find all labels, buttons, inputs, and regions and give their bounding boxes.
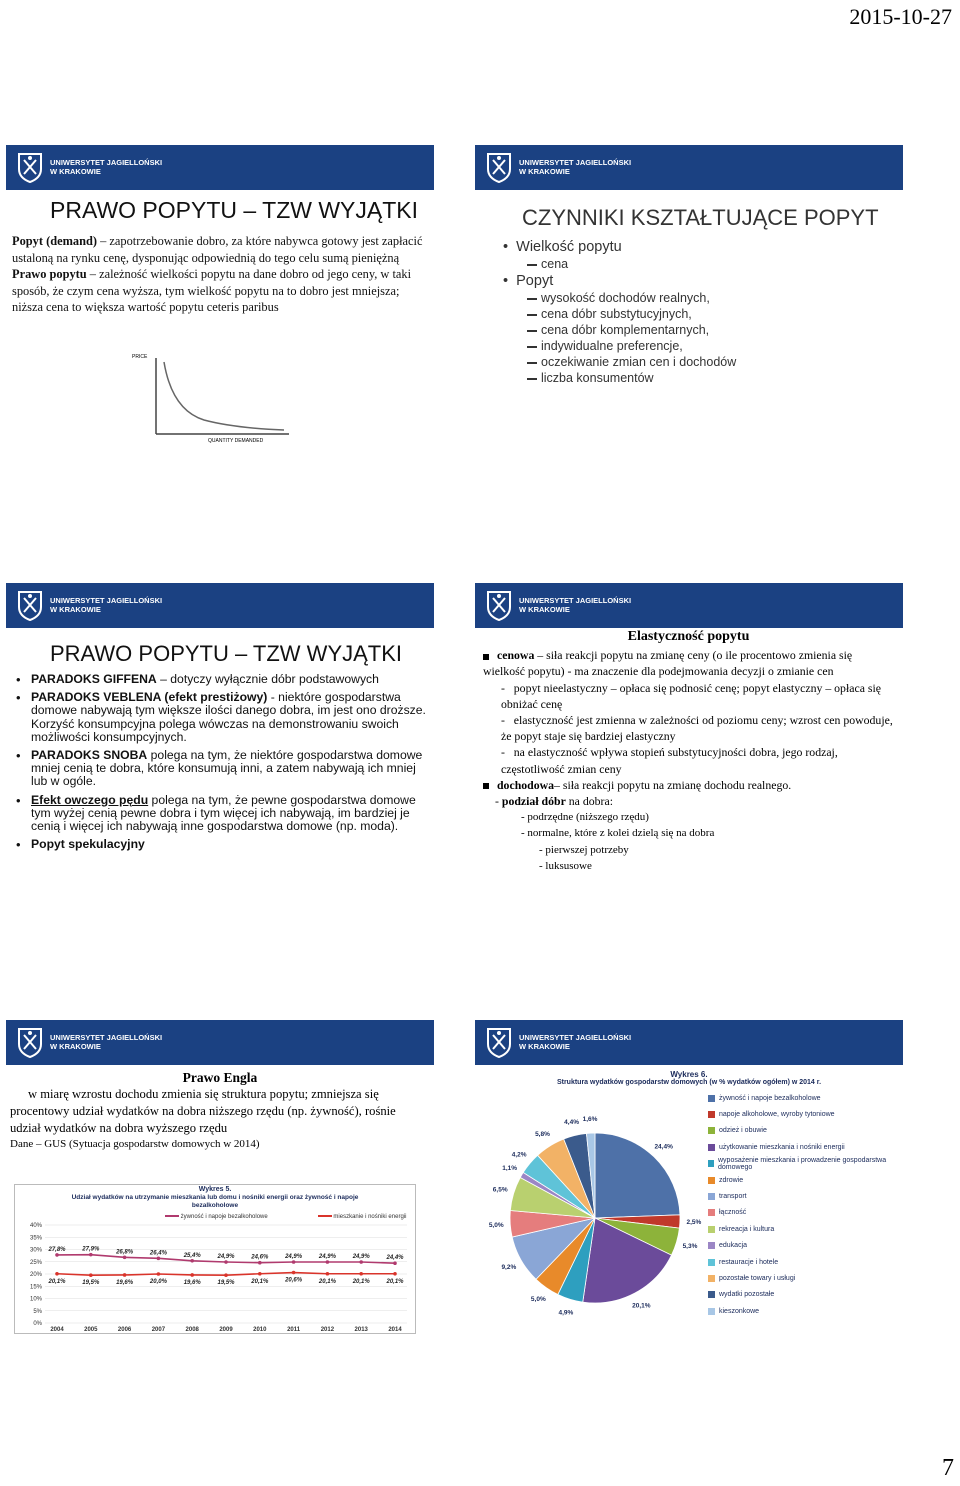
legend-swatch <box>708 1226 715 1233</box>
data-label: 20,1% <box>352 1278 370 1285</box>
subitem <box>527 257 736 271</box>
logo-line2: W KRAKOWIE <box>519 167 570 176</box>
text: – dotyczy wyłącznie dóbr podstawowych <box>156 672 379 686</box>
elasticity-price <box>481 647 896 679</box>
x-tick-label: 2006 <box>117 1327 132 1333</box>
item-label: Popyt <box>516 273 554 289</box>
legend-swatch <box>708 1111 715 1118</box>
goods-necessity: - pierwszej potrzeby <box>539 843 629 856</box>
data-label: 20,1% <box>318 1278 336 1285</box>
detail-text: popyt nieelastyczny – opłaca się podnosić cenę; popyt elastyczny – opłaca się obniżać cenę <box>501 680 881 711</box>
prawo-popytu-definition <box>12 266 428 316</box>
crest-icon <box>485 589 513 621</box>
x-tick-label: 2009 <box>219 1327 233 1333</box>
slide-header-bar <box>475 583 903 628</box>
legend-label: zdrowie <box>719 1176 744 1184</box>
logo-line1: UNIWERSYTET JAGIELLOŃSKI <box>519 158 632 167</box>
x-tick-label: 2004 <box>50 1327 64 1333</box>
slide-title: PRAWO POPYTU – TZW WYJĄTKI <box>50 641 403 666</box>
data-point <box>55 1272 59 1276</box>
elasticity-income <box>481 777 896 793</box>
exception-giffen <box>16 673 426 686</box>
term: PARADOKS GIFFENA <box>31 672 157 686</box>
y-tick-label: 30% <box>29 1247 42 1254</box>
slide-wykres-6 <box>475 1020 903 1338</box>
slide-title: CZYNNIKI KSZTAŁTUJĄCE POPYT <box>522 205 879 230</box>
slice-label: 2,5% <box>686 1219 702 1227</box>
x-tick-label: 2011 <box>287 1327 301 1333</box>
logo-line1: UNIWERSYTET JAGIELLOŃSKI <box>519 1033 632 1042</box>
data-point <box>326 1260 330 1264</box>
legend-item <box>708 1221 893 1237</box>
legend-item <box>708 1254 893 1270</box>
detail-1: - popyt nieelastyczny – opłaca się podnosić cenę; popyt elastyczny – opłaca się obniżać cenę <box>501 680 881 711</box>
line-chart <box>14 1184 416 1334</box>
popyt-definition <box>12 233 428 266</box>
legend-swatch <box>708 1209 715 1216</box>
data-point <box>123 1273 127 1277</box>
goods-division: - podział dóbr na dobra: <box>495 794 613 809</box>
legend-swatch <box>708 1291 715 1298</box>
chart-title: Wykres 6. <box>670 1070 708 1079</box>
university-logo <box>16 151 162 183</box>
data-point <box>292 1271 296 1275</box>
chart-subtitle: Udział wydatków na utrzymanie mieszkania lub domu i nośniki energii oraz żywność i napoje bezalkoholowe <box>71 1194 359 1209</box>
subitem <box>527 339 736 353</box>
slice-label: 20,1% <box>632 1302 651 1310</box>
legend-item <box>708 1287 893 1303</box>
crest-icon <box>16 589 44 621</box>
prawo-popytu-text: – zależność wielkości popytu na dane dobro od jego ceny, w taki sposób, że czym cena wyższa, tym wielkość popytu na to dobro jest mniejsza; niższa cena to większa wartość popytu ceteris paribus <box>12 267 412 314</box>
university-logo <box>485 1026 631 1058</box>
data-point <box>89 1253 93 1257</box>
text: – siła reakcji popytu na zmianę ceny (o ile procentowo zmienia się wielkość popytu) - ma znaczenie dla podejmowania decyzji o zmianie cen <box>483 648 853 679</box>
legend-swatch <box>708 1095 715 1102</box>
print-date: 2015-10-27 <box>849 4 952 29</box>
logo-line2: W KRAKOWIE <box>50 167 101 176</box>
y-tick-label: 0% <box>33 1321 42 1327</box>
crest-icon <box>485 151 513 183</box>
subitem <box>527 307 736 321</box>
slide-header-bar <box>6 1020 434 1065</box>
pie-chart <box>475 1088 705 1338</box>
goods-luxury: - luksusowe <box>539 859 592 872</box>
legend-item <box>708 1123 893 1139</box>
item-popyt: • Popyt <box>503 273 554 289</box>
data-label: 19,5% <box>82 1280 100 1287</box>
legend-swatch <box>708 1275 715 1282</box>
data-point <box>393 1261 397 1265</box>
data-point <box>258 1272 262 1276</box>
term: Popyt spekulacyjny <box>31 837 145 852</box>
y-tick-label: 5% <box>33 1308 42 1315</box>
data-label: 26,8% <box>116 1249 134 1256</box>
chart-subtitle: Struktura wydatków gospodarstw domowych (w % wydatków ogółem) w 2014 r. <box>556 1079 822 1086</box>
legend-swatch <box>708 1160 714 1167</box>
legend-label: napoje alkoholowe, wyroby tytoniowe <box>719 1111 835 1119</box>
data-source: Dane – GUS (Sytuacja gospodarstw domowych w 2014) <box>10 1138 260 1150</box>
logo-line1: UNIWERSYTET JAGIELLOŃSKI <box>519 596 632 605</box>
legend-label: rekreacja i kultura <box>719 1225 775 1233</box>
legend-label: żywność i napoje bezalkoholowe <box>180 1214 268 1220</box>
subitem-label: cena <box>541 257 569 271</box>
y-tick-label: 15% <box>29 1284 42 1291</box>
logo-line2: W KRAKOWIE <box>50 1042 101 1051</box>
data-point <box>326 1272 330 1276</box>
term: podział dóbr <box>501 794 566 809</box>
demand-curve-graph: PRICE QUANTITY DEMANDED DEMAND CURVE <box>124 350 294 445</box>
slice-label: 9,2% <box>501 1263 517 1271</box>
data-label: 27,9% <box>82 1246 100 1253</box>
crest-icon <box>16 1026 44 1058</box>
data-label: 26,4% <box>149 1250 167 1257</box>
legend-swatch <box>708 1127 715 1134</box>
legend-label: edukacja <box>719 1242 748 1250</box>
legend-swatch <box>708 1193 715 1200</box>
logo-line2: W KRAKOWIE <box>50 605 101 614</box>
legend-item <box>708 1172 893 1188</box>
data-point <box>393 1272 397 1276</box>
chart-title: Wykres 5. <box>198 1186 232 1193</box>
university-logo <box>485 151 631 183</box>
legend-item <box>708 1303 893 1319</box>
data-label: 20,1% <box>48 1278 66 1285</box>
legend-label: wyposażenie mieszkania i prowadzenie gospodarstwa domowego <box>718 1156 887 1171</box>
detail-2: - elastyczność jest zmienna w zależności od poziomu ceny; wzrost cen powoduje, że popyt staje się bardziej elastyczny <box>501 713 893 744</box>
x-tick-label: 2012 <box>320 1327 335 1333</box>
legend-item <box>708 1139 893 1155</box>
data-label: 20,1% <box>251 1278 269 1285</box>
slice-label: 6,5% <box>492 1186 508 1194</box>
data-point <box>292 1260 296 1264</box>
data-point <box>123 1256 127 1260</box>
pie-legend <box>708 1090 893 1319</box>
term: PARADOKS SNOBA <box>31 748 148 763</box>
slice-label: 5,0% <box>488 1221 504 1229</box>
data-point <box>157 1257 161 1261</box>
data-point <box>157 1272 161 1276</box>
graph-xlabel: QUANTITY DEMANDED <box>208 438 264 444</box>
data-point <box>224 1260 228 1264</box>
legend-item <box>708 1188 893 1204</box>
data-point <box>224 1273 228 1277</box>
data-label: 19,6% <box>183 1279 201 1286</box>
legend-item <box>708 1090 893 1106</box>
slide-header-bar <box>475 1020 903 1065</box>
data-label: 19,6% <box>116 1279 134 1286</box>
legend-item <box>708 1205 893 1221</box>
x-tick-label: 2010 <box>253 1327 267 1333</box>
x-tick-label: 2005 <box>84 1327 98 1333</box>
subitem <box>527 323 736 337</box>
data-point <box>258 1261 262 1265</box>
legend-swatch <box>708 1259 715 1266</box>
exceptions-list <box>16 673 426 856</box>
term-popyt: Popyt (demand) <box>12 234 98 248</box>
detail-3: - na elastyczność wpływa stopień substytucyjności dobra, jego rodzaj, częstotliwość zmian ceny <box>501 745 838 776</box>
legend-label: żywność i napoje bezalkoholowe <box>719 1094 821 1102</box>
slice-label: 5,0% <box>530 1296 546 1304</box>
slide-elastycznosc <box>475 583 903 883</box>
subitem-label: cena dóbr substytucyjnych, <box>541 307 692 321</box>
crest-icon <box>485 1026 513 1058</box>
logo-line1: UNIWERSYTET JAGIELLOŃSKI <box>50 158 163 167</box>
term-prawo-popytu: Prawo popytu <box>12 267 87 281</box>
data-point <box>89 1273 93 1277</box>
exception-speculative <box>16 838 426 851</box>
y-tick-label: 10% <box>29 1296 42 1303</box>
y-tick-label: 40% <box>29 1223 42 1229</box>
subitem <box>527 291 736 305</box>
slice-label: 1,1% <box>502 1164 518 1172</box>
term: cenowa <box>497 648 535 663</box>
legend-item <box>708 1106 893 1122</box>
text: - niektóre gospodarstwa domowe nabywają tym większe ilości danego dobra, im jest ono droższe. Korzyść konsumpcyjna polega wówczas na demonstrowaniu swoich możliwości konsumpcyjnych. <box>31 690 426 744</box>
page-number: 7 <box>942 1455 954 1481</box>
logo-line1: UNIWERSYTET JAGIELLOŃSKI <box>50 596 163 605</box>
slice-label: 1,6% <box>582 1116 598 1124</box>
exception-veblen <box>16 691 426 744</box>
term: PARADOKS VEBLENA (efekt prestiżowy) <box>31 690 268 705</box>
exception-bandwagon <box>16 794 426 834</box>
slice-label: 4,9% <box>558 1309 574 1317</box>
legend-swatch <box>708 1308 715 1315</box>
subitem <box>527 371 736 385</box>
slide-title: PRAWO POPYTU – TZW WYJĄTKI <box>50 197 419 223</box>
x-tick-label: 2008 <box>185 1327 199 1333</box>
text: – siła reakcji popytu na zmianę dochodu realnego. <box>554 777 792 792</box>
exception-snob <box>16 749 426 789</box>
data-label: 24,9% <box>285 1253 303 1260</box>
subitem-label: liczba konsumentów <box>541 371 654 385</box>
university-logo <box>16 589 162 621</box>
legend-swatch <box>708 1242 715 1249</box>
data-label: 24,9% <box>318 1253 336 1260</box>
subitem-label: indywidualne preferencje, <box>541 339 683 353</box>
graph-ylabel: PRICE <box>132 354 148 360</box>
data-point <box>190 1273 194 1277</box>
x-tick-label: 2007 <box>151 1327 166 1333</box>
data-label: 27,8% <box>48 1246 66 1253</box>
data-point <box>359 1260 363 1264</box>
legend-swatch <box>708 1144 715 1151</box>
x-tick-label: 2014 <box>388 1327 402 1333</box>
legend-label: pozostałe towary i usługi <box>719 1274 796 1282</box>
slide-header-bar <box>475 145 903 190</box>
subitem <box>527 355 736 369</box>
slice-label: 24,4% <box>654 1143 673 1151</box>
text: na dobra: <box>565 794 613 809</box>
slide-prawo-engla <box>6 1020 434 1338</box>
legend-label: łączność <box>719 1209 747 1217</box>
text: polega na tym, że niektóre gospodarstwa domowe mniej cenią te dobra, które konsumują inni, a zatem nabywają ich mniej lub w ogóle. <box>31 748 423 789</box>
slice-label: 5,3% <box>682 1242 698 1250</box>
data-label: 24,9% <box>352 1253 370 1260</box>
data-point <box>359 1272 363 1276</box>
crest-icon <box>16 151 44 183</box>
legend-item <box>708 1270 893 1286</box>
slide-title: Prawo Engla <box>182 1070 258 1085</box>
legend-label: kieszonkowe <box>719 1307 760 1315</box>
data-label: 24,4% <box>386 1255 404 1262</box>
slide-prawo-popytu-2 <box>6 583 434 883</box>
y-tick-label: 35% <box>29 1235 42 1242</box>
legend-label: mieszkanie i nośniki energii <box>333 1214 407 1220</box>
square-bullet-icon <box>483 654 489 660</box>
text: polega na tym, że pewne gospodarstwa domowe tym wyżej cenią pewne dobra i tym więcej ich nabywają, im bardziej je cenią i więcej ich nabywają inne gospodarstwa domowe (np. moda). <box>31 792 416 834</box>
subitem-label: cena dóbr komplementarnych, <box>541 323 710 337</box>
data-label: 24,6% <box>251 1254 269 1261</box>
slice-label: 4,2% <box>511 1151 527 1159</box>
data-label: 25,4% <box>183 1252 201 1259</box>
data-point <box>190 1259 194 1263</box>
legend-item <box>708 1238 893 1254</box>
data-label: 20,6% <box>285 1277 303 1284</box>
x-tick-label: 2013 <box>354 1327 368 1333</box>
detail-text: na elastyczność wpływa stopień substytucyjności dobra, jego rodzaj, częstotliwość zmian ceny <box>501 745 838 776</box>
legend-swatch <box>708 1177 715 1184</box>
slide-header-bar <box>6 145 434 190</box>
y-tick-label: 20% <box>29 1272 42 1278</box>
legend-label: użytkowanie mieszkania i nośniki energii <box>719 1143 845 1151</box>
item-label: Wielkość popytu <box>516 239 622 255</box>
slide-czynniki <box>475 145 903 445</box>
item-wielkosc-popytu: • Wielkość popytu <box>503 239 622 255</box>
legend-label: wydatki pozostałe <box>719 1291 775 1299</box>
university-logo <box>485 589 631 621</box>
square-bullet-icon <box>483 783 489 789</box>
line-chart-plot <box>15 1185 415 1333</box>
goods-normal: - normalne, które z kolei dzielą się na dobra <box>521 827 715 840</box>
y-tick-label: 25% <box>29 1259 42 1266</box>
detail-text: elastyczność jest zmienna w zależności od poziomu ceny; wzrost cen powoduje, że popyt staje się bardziej elastyczny <box>501 713 893 744</box>
slice-label: 4,4% <box>564 1118 580 1126</box>
term: Efekt owczego pędu <box>31 792 149 807</box>
slice-label: 5,8% <box>535 1131 550 1139</box>
data-label: 19,5% <box>217 1280 235 1287</box>
subitem-label: wysokość dochodów realnych, <box>541 291 710 305</box>
legend-item <box>708 1156 893 1172</box>
legend-label: odzież i obuwie <box>719 1127 767 1135</box>
logo-line2: W KRAKOWIE <box>519 1042 570 1051</box>
data-label: 20,0% <box>149 1279 167 1285</box>
engel-text: w miarę wzrostu dochodu zmienia się struktura popytu; zmniejsza się procentowy udział wydatków na dobra niższego rzędu (np. żywność), rośnie udział wydatków na dobra wyższego rzędu <box>10 1087 396 1135</box>
slide-prawo-popytu-1 <box>6 145 434 457</box>
data-label: 20,1% <box>386 1278 404 1285</box>
logo-line1: UNIWERSYTET JAGIELLOŃSKI <box>50 1033 163 1042</box>
slide-header-bar <box>6 583 434 628</box>
subitem-label: oczekiwanie zmian cen i dochodów <box>541 355 737 369</box>
term: dochodowa <box>497 777 555 792</box>
slide-title: Elastyczność popytu <box>627 629 750 644</box>
legend-label: transport <box>719 1193 747 1201</box>
factors-list <box>503 237 736 387</box>
logo-line2: W KRAKOWIE <box>519 605 570 614</box>
data-point <box>55 1253 59 1257</box>
legend-label: restauracje i hotele <box>719 1258 779 1266</box>
university-logo <box>16 1026 162 1058</box>
elasticity-body <box>481 627 896 874</box>
popyt-text: – zapotrzebowanie dobro, za które nabywca gotowy jest zapłacić ustaloną na rynku cenę, dysponując odpowiednią do tego celu sumą pieniężną <box>12 234 423 265</box>
goods-inferior: - podrzędne (niższego rzędu) <box>521 811 649 824</box>
slide-body <box>12 233 428 316</box>
data-label: 24,9% <box>217 1253 235 1260</box>
